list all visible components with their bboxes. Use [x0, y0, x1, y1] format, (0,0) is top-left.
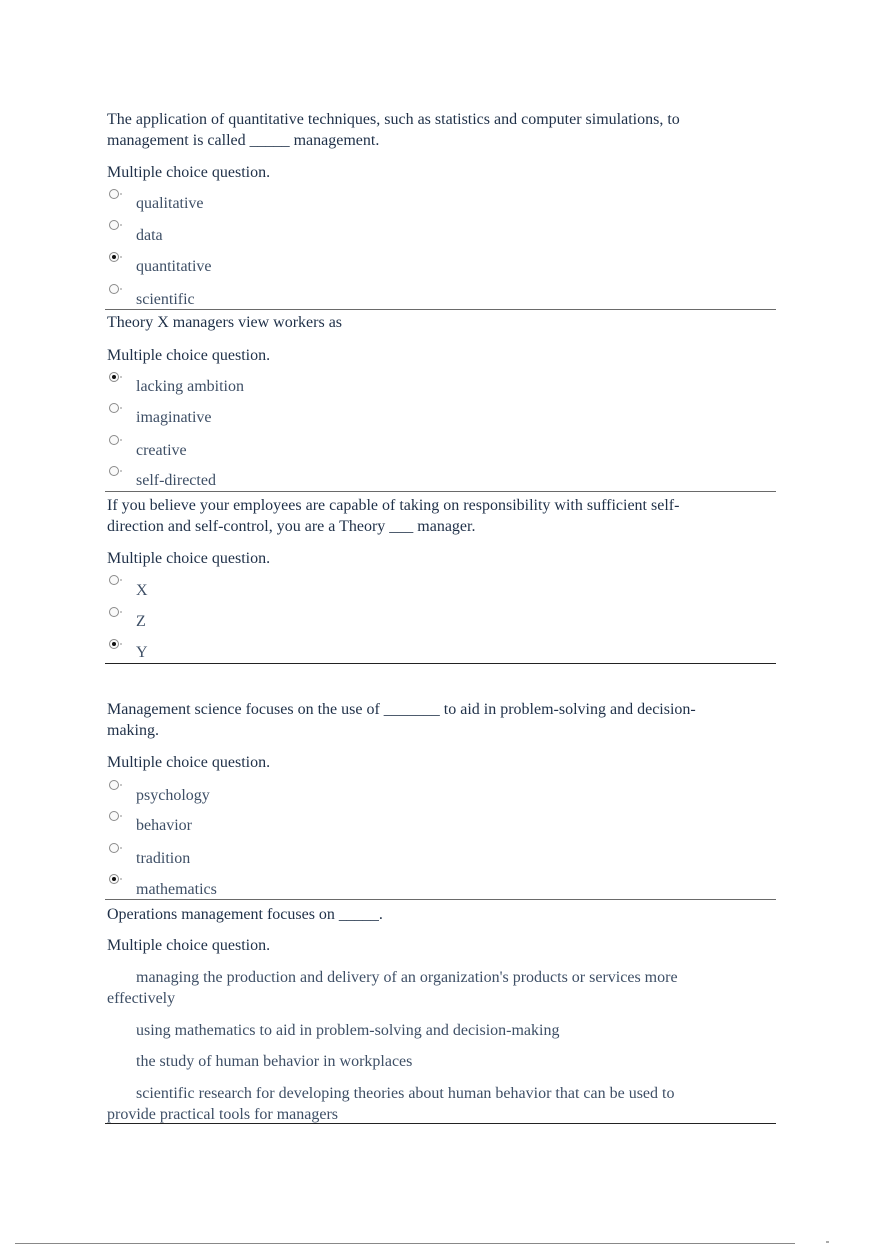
- question-3-type-label: Multiple choice question.: [107, 550, 271, 567]
- question-4-option-3-radio[interactable]: [109, 843, 119, 853]
- question-2-option-1-radio[interactable]: [109, 372, 119, 382]
- question-5-text: Operations management focuses on _____.: [107, 906, 383, 923]
- question-1-text: The application of quantitative techniques, such as statistics and computer simulations, to management is called _____ management.: [107, 111, 680, 149]
- question-5-type-label: Multiple choice question.: [107, 937, 271, 954]
- question-5-option-2-label[interactable]: using mathematics to aid in problem-solving and decision-making: [136, 1022, 560, 1039]
- question-5-option-1-label[interactable]: managing the production and delivery of an organization's products or services more effectively: [107, 969, 678, 1007]
- question-1-option-4-radio[interactable]: [109, 284, 119, 294]
- question-2-option-4-label[interactable]: self-directed: [136, 472, 216, 489]
- question-separator: [105, 899, 776, 900]
- question-5-option-4-label[interactable]: scientific research for developing theories about human behavior that can be used to provide practical tools for managers: [107, 1085, 675, 1123]
- question-2-text: Theory X managers view workers as: [107, 314, 343, 331]
- question-4-option-4-radio[interactable]: [109, 874, 119, 884]
- question-4-option-1-label[interactable]: psychology: [136, 787, 210, 804]
- question-3-text: If you believe your employees are capable of taking on responsibility with sufficient self-direction and self-control, you are a Theory ___ manager.: [107, 497, 680, 535]
- question-4-option-3-label[interactable]: tradition: [136, 850, 191, 867]
- question-2-option-4-radio[interactable]: [109, 466, 119, 476]
- question-3-option-3-radio[interactable]: [109, 639, 119, 649]
- radio-selected-dot: [112, 255, 116, 259]
- question-2-option-1-label[interactable]: lacking ambition: [136, 378, 244, 395]
- question-3-option-1-radio[interactable]: [109, 575, 119, 585]
- question-1-option-2-label[interactable]: data: [136, 227, 163, 244]
- question-3-option-2-label[interactable]: Z: [136, 613, 146, 630]
- section-separator: [105, 663, 776, 664]
- question-2-type-label: Multiple choice question.: [107, 347, 271, 364]
- radio-selected-dot: [112, 375, 116, 379]
- question-4-option-2-label[interactable]: behavior: [136, 817, 192, 834]
- question-3-option-1-label[interactable]: X: [136, 582, 148, 599]
- question-2-option-3-label[interactable]: creative: [136, 442, 187, 459]
- question-1-option-4-label[interactable]: scientific: [136, 291, 195, 308]
- question-4-option-4-label[interactable]: mathematics: [136, 881, 217, 898]
- question-4-option-1-radio[interactable]: [109, 780, 119, 790]
- question-1-option-3-label[interactable]: quantitative: [136, 258, 212, 275]
- radio-selected-dot: [112, 642, 116, 646]
- question-separator: [105, 309, 776, 310]
- question-4-type-label: Multiple choice question.: [107, 754, 271, 771]
- question-1-option-1-label[interactable]: qualitative: [136, 195, 204, 212]
- question-2-option-2-radio[interactable]: [109, 403, 119, 413]
- question-1-option-3-radio[interactable]: [109, 252, 119, 262]
- footer-rule: [15, 1243, 795, 1244]
- footer-mark: [826, 1241, 829, 1243]
- question-3-option-3-label[interactable]: Y: [136, 644, 148, 661]
- question-separator: [105, 491, 776, 492]
- question-1-type-label: Multiple choice question.: [107, 164, 271, 181]
- question-1-option-1-radio[interactable]: [109, 189, 119, 199]
- question-2-option-3-radio[interactable]: [109, 435, 119, 445]
- question-2-option-2-label[interactable]: imaginative: [136, 409, 212, 426]
- question-4-option-2-radio[interactable]: [109, 811, 119, 821]
- question-1-option-2-radio[interactable]: [109, 220, 119, 230]
- question-3-option-2-radio[interactable]: [109, 607, 119, 617]
- radio-selected-dot: [112, 877, 116, 881]
- question-5-option-3-label[interactable]: the study of human behavior in workplaces: [136, 1053, 413, 1070]
- question-4-text: Management science focuses on the use of _______ to aid in problem-solving and decision-making.: [107, 701, 696, 739]
- section-separator: [105, 1123, 776, 1124]
